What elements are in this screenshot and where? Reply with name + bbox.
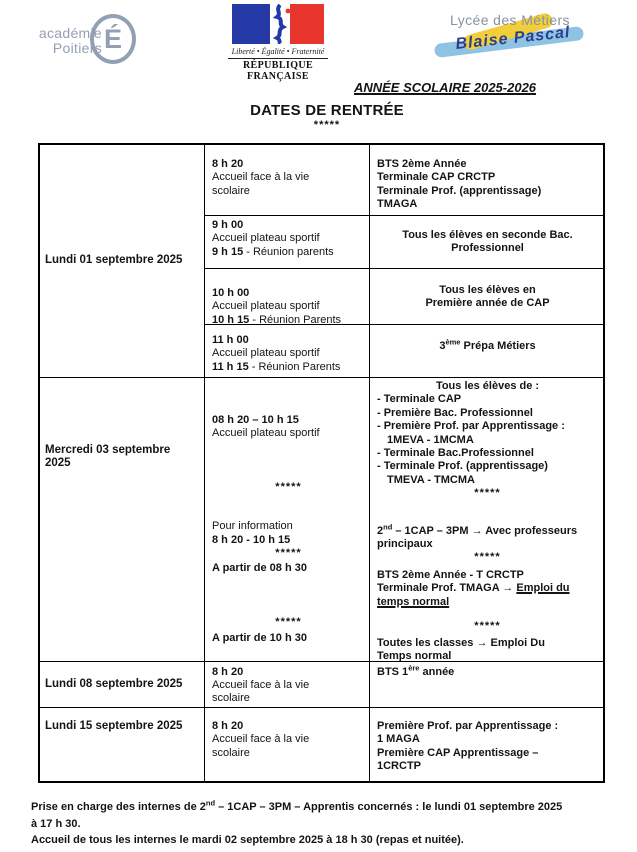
lycee-des-metiers-label: Lycée des Métiers	[450, 12, 570, 28]
class-line: - Terminale CAP	[377, 393, 462, 406]
class-line: TMEVA - TMCMA	[387, 473, 475, 486]
table-row-lundi-08	[40, 661, 603, 707]
flag-white-band	[270, 4, 290, 44]
sub-row-0820	[205, 145, 603, 215]
class-line: BTS 2ème Année - T CRCTP	[377, 568, 524, 581]
sub-row-0820	[205, 662, 603, 707]
right-arrow-icon: →	[502, 582, 514, 595]
note-line: Accueil de tous les internes le mardi 02 septembre 2025 à 18 h 30 (repas et nuitée).	[31, 834, 464, 846]
class-line: Première CAP Apprentissage –	[377, 746, 539, 759]
superscript: ère	[408, 663, 420, 673]
french-flag-icon	[232, 4, 324, 44]
time-value: A partir de 08 h 30	[212, 562, 307, 575]
class-line	[377, 637, 598, 650]
time-value: 9 h 15	[212, 245, 244, 258]
note-line	[31, 799, 631, 816]
time-cell	[205, 708, 370, 781]
note-text: – 1CAP – 3PM – Apprentis concernés : le lundi 01 septembre 2025	[215, 801, 563, 813]
stars-separator: *****	[313, 119, 341, 131]
time-desc: Accueil face à la vie	[212, 171, 310, 184]
classes-cell	[370, 216, 603, 268]
class-line: Terminale Prof. (apprentissage)	[377, 184, 542, 197]
flag-red-band	[290, 4, 324, 44]
class-line: Tous les élèves en	[439, 284, 536, 296]
class-line: Temps normal	[377, 649, 452, 662]
time-cell	[205, 269, 370, 324]
time-desc: Accueil plateau sportif	[212, 347, 320, 360]
flag-blue-band	[232, 4, 270, 44]
marianne-icon	[270, 4, 290, 44]
class-text: Prépa Métiers	[460, 340, 536, 352]
time-value: 9 h 00	[212, 219, 244, 231]
date-cell: Mercredi 03 septembre 2025	[40, 378, 205, 661]
class-line: Tous les élèves en seconde Bac.	[402, 229, 573, 241]
class-text: BTS 1	[377, 666, 409, 678]
class-text: 3	[439, 340, 446, 352]
time-desc: scolaire	[212, 746, 250, 759]
class-line: 1MEVA - 1MCMA	[387, 433, 474, 446]
republique-francaise-logo	[226, 4, 330, 82]
class-line: Première année de CAP	[425, 297, 550, 310]
classes-cell	[370, 269, 603, 324]
stars-separator: *****	[474, 551, 501, 564]
date-cell: Lundi 15 septembre 2025	[40, 708, 205, 781]
class-line: Première Prof. par Apprentissage :	[377, 720, 559, 732]
class-text: Terminale Prof. TMAGA	[377, 582, 503, 595]
academie-circle-icon: É	[90, 14, 136, 64]
time-value: 8 h 20 - 10 h 15	[212, 533, 291, 546]
class-line: Terminale CAP CRCTP	[377, 171, 496, 184]
time-cell	[205, 145, 370, 215]
motto-divider	[228, 58, 328, 59]
class-line	[377, 337, 598, 353]
class-line: 1 MAGA	[377, 733, 420, 746]
time-desc: Accueil plateau sportif	[212, 232, 320, 245]
class-line: - Première Prof. par Apprentissage :	[377, 420, 565, 433]
republique-label: RÉPUBLIQUE FRANÇAISE	[242, 60, 314, 82]
time-desc: Accueil face à la vie	[212, 679, 310, 691]
classes-cell	[370, 708, 603, 781]
table-row-mercredi-03	[40, 377, 603, 661]
time-desc: scolaire	[212, 184, 250, 197]
time-desc-rest: - Réunion Parents	[248, 360, 341, 373]
row-subgrid	[205, 145, 603, 377]
class-line	[377, 522, 598, 538]
row-subgrid	[205, 708, 603, 781]
time-desc: Accueil face à la vie	[212, 733, 310, 746]
table-row-lundi-15	[40, 707, 603, 781]
class-line: principaux	[377, 538, 433, 551]
time-value: 11 h 15	[212, 360, 249, 373]
time-desc: Accueil plateau sportif	[212, 300, 320, 313]
time-value: 8 h 20	[212, 158, 244, 170]
class-line: 1CRCTP	[377, 760, 422, 773]
blaise-pascal-label: Blaise Pascal	[454, 24, 572, 53]
class-text: Emploi Du	[487, 636, 545, 649]
stars-separator: *****	[474, 487, 501, 500]
lycee-blaise-pascal-logo	[432, 8, 588, 64]
class-text: 2	[377, 524, 384, 537]
time-value: 8 h 20	[212, 720, 244, 732]
time-value: 8 h 20	[212, 666, 244, 678]
class-text: année	[419, 666, 455, 678]
page-title: DATES DE RENTRÉE	[250, 102, 404, 119]
classes-cell	[370, 378, 603, 661]
time-value: 10 h 00	[212, 287, 250, 299]
time-value: 10 h 15	[212, 313, 250, 326]
sub-row-1000	[205, 268, 603, 324]
note-line: à 17 h 30.	[31, 817, 81, 830]
time-value: 11 h 00	[212, 334, 249, 346]
internat-notes	[31, 799, 631, 849]
underlined-text: temps normal	[377, 595, 450, 608]
date-cell: Lundi 08 septembre 2025	[40, 662, 205, 707]
academie-poitiers-logo	[30, 10, 150, 68]
superscript: nd	[205, 798, 216, 808]
rentree-schedule-table	[38, 143, 605, 783]
class-line: TMAGA	[377, 198, 418, 211]
class-line	[377, 663, 598, 679]
class-text: – 1CAP – 3PM	[392, 524, 472, 537]
right-arrow-icon: →	[476, 636, 488, 649]
classes-heading: Tous les élèves de :	[435, 380, 540, 392]
class-line: BTS 2ème Année	[377, 158, 467, 170]
class-line: Professionnel	[451, 242, 524, 255]
superscript: ème	[445, 337, 461, 347]
date-cell: Lundi 01 septembre 2025	[40, 145, 205, 377]
stars-separator: *****	[275, 547, 302, 560]
stars-separator: *****	[275, 480, 302, 493]
sub-row-1100	[205, 324, 603, 377]
time-cell	[205, 325, 370, 377]
time-cell	[205, 378, 370, 661]
classes-cell	[370, 145, 603, 215]
time-desc	[212, 361, 365, 374]
sub-row-0820	[205, 708, 603, 781]
underlined-text: Emploi du	[516, 582, 570, 595]
school-year-title: ANNÉE SCOLAIRE 2025-2026	[353, 80, 537, 95]
class-line: - Terminale Bac.Professionnel	[377, 447, 534, 460]
class-line: - Première Bac. Professionnel	[377, 406, 533, 419]
time-desc-rest: - Réunion Parents	[249, 313, 342, 326]
class-text: Avec professeurs	[482, 524, 578, 537]
motto-text: Liberté • Égalité • Fraternité	[231, 47, 325, 56]
info-label: Pour information	[212, 520, 293, 533]
right-arrow-icon: →	[471, 524, 483, 537]
table-row-lundi-01	[40, 145, 603, 377]
sub-row-0900	[205, 215, 603, 268]
row-subgrid	[205, 662, 603, 707]
time-cell	[205, 662, 370, 707]
time-desc: scolaire	[212, 692, 250, 704]
classes-cell	[370, 662, 603, 707]
superscript: nd	[383, 522, 393, 531]
class-line: - Terminale Prof. (apprentissage)	[377, 460, 548, 473]
note-text: Prise en charge des internes de 2	[31, 801, 206, 813]
class-text: Toutes les classes	[377, 636, 477, 649]
time-cell	[205, 216, 370, 268]
academie-label: académie	[38, 25, 102, 41]
poitiers-label: Poitiers	[52, 40, 102, 56]
class-line	[377, 582, 598, 595]
time-value: 08 h 20 – 10 h 15	[212, 414, 299, 426]
classes-cell	[370, 325, 603, 377]
stars-separator: *****	[474, 620, 501, 633]
time-desc: Accueil plateau sportif	[212, 427, 320, 440]
time-value: A partir de 10 h 30	[212, 632, 307, 645]
time-desc	[212, 246, 365, 259]
stars-separator: *****	[275, 615, 302, 628]
sub-row-mercredi	[205, 378, 603, 661]
time-desc-rest: - Réunion parents	[243, 245, 334, 258]
row-subgrid	[205, 378, 603, 661]
